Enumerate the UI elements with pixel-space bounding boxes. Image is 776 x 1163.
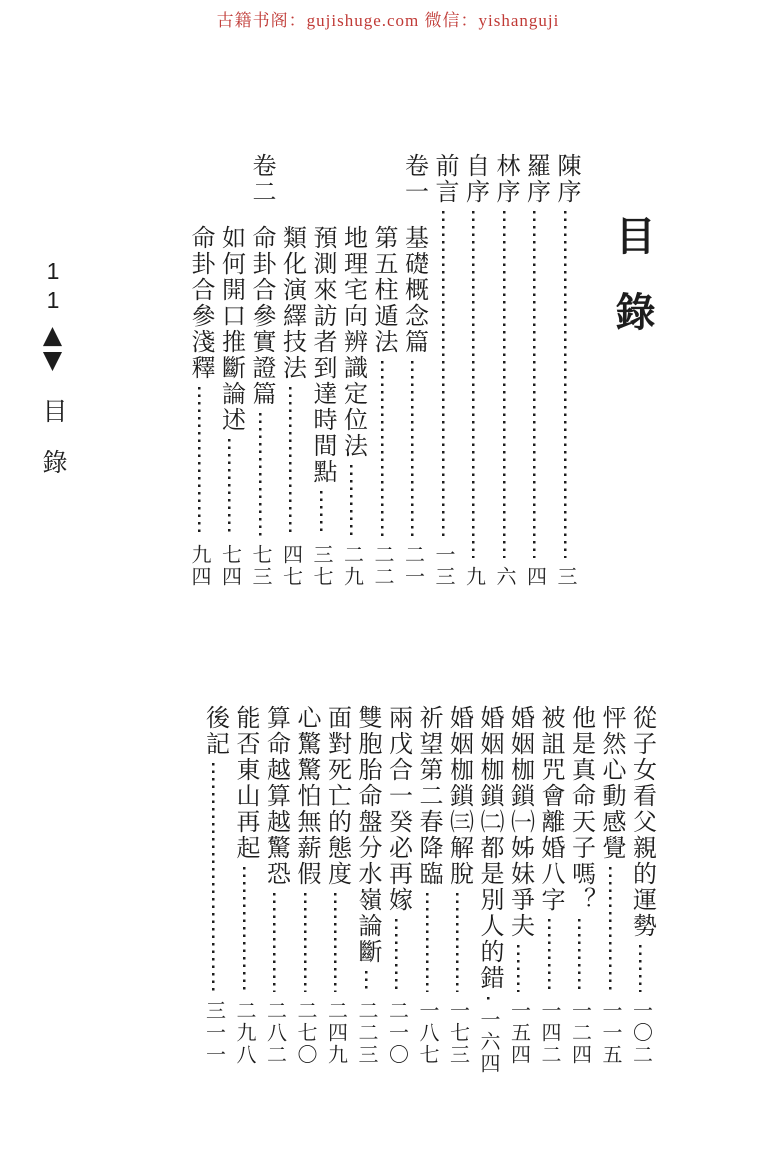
entry-title: 他是真命天子嗎？ xyxy=(567,705,594,913)
entry-title: 前言 xyxy=(431,153,457,205)
toc-entry xyxy=(262,705,288,1066)
toc-entry xyxy=(430,153,456,588)
entry-page-number: 二二三 xyxy=(355,1000,377,1066)
dotted-leader xyxy=(323,893,349,992)
indent-spacer xyxy=(278,153,304,225)
toc-entry xyxy=(414,705,440,1066)
folio-number: 11 xyxy=(40,258,66,316)
toc-entry xyxy=(445,705,471,1066)
entry-title: 地理宅向辨識定位法 xyxy=(339,225,366,459)
indent-spacer xyxy=(369,153,395,225)
entry-title: 陳序 xyxy=(553,153,579,205)
entry-title: 第五柱遁法 xyxy=(370,225,396,355)
page-title: 目錄 xyxy=(610,215,655,367)
toc-entry xyxy=(475,705,502,1075)
entry-title: 雙胞胎命盤分水嶺論斷 xyxy=(354,705,380,965)
entry-title: 祈望第二春降臨 xyxy=(415,705,441,887)
entry-title: 從子女看父親的運勢 xyxy=(628,705,655,939)
toc-entry xyxy=(308,153,334,588)
entry-page-number: 三七 xyxy=(310,544,332,588)
entry-title: 林序 xyxy=(492,153,518,205)
entry-page-number: 三一一 xyxy=(202,1000,225,1066)
entry-title: 能否東山再起 xyxy=(232,705,258,861)
dotted-leader xyxy=(552,211,578,558)
toc-entry xyxy=(292,705,318,1066)
dotted-leader xyxy=(262,893,288,992)
dotted-leader xyxy=(430,211,456,536)
dotted-leader xyxy=(567,919,593,992)
entry-title: 面對死亡的態度 xyxy=(323,705,350,887)
dotted-leader xyxy=(308,491,334,536)
toc-entry xyxy=(186,153,212,588)
dotted-leader xyxy=(369,361,395,536)
dotted-leader xyxy=(506,945,532,992)
entry-page-number: 一五四 xyxy=(507,1000,530,1066)
entry-page-number: 七四 xyxy=(218,544,241,588)
indent-spacer xyxy=(339,153,365,225)
dotted-leader xyxy=(628,945,654,992)
entry-page-number: 九四 xyxy=(188,544,210,588)
toc-entry xyxy=(597,705,623,1066)
entry-page-number: 二四九 xyxy=(324,1000,347,1066)
entry-page-number: 六 xyxy=(493,566,515,588)
entry-title: 婚姻枷鎖㈡都是別人的錯 xyxy=(476,705,502,991)
dotted-leader xyxy=(353,971,379,992)
margin-folio-marker xyxy=(40,258,65,500)
entry-title: 預測來訪者到達時間點 xyxy=(309,225,335,485)
entry-page-number: 二九八 xyxy=(233,1000,255,1066)
dotted-leader xyxy=(186,387,212,536)
toc-entry xyxy=(400,153,426,588)
triangle-up-icon: ▲ xyxy=(38,320,67,345)
entry-page-number: 一六四 xyxy=(477,1009,499,1075)
dotted-leader xyxy=(247,413,273,536)
entry-page-number: 七三 xyxy=(249,544,271,588)
dotted-leader xyxy=(217,439,243,536)
toc-entry xyxy=(278,153,304,588)
dotted-leader xyxy=(339,465,365,536)
entry-page-number: 二一 xyxy=(401,544,424,588)
toc-entry xyxy=(217,153,243,588)
entry-title: 基礎概念篇 xyxy=(400,225,427,355)
entry-page-number: 一一五 xyxy=(599,1000,621,1066)
toc-entry xyxy=(247,153,273,588)
entry-title: 婚姻枷鎖㈢解脫 xyxy=(445,705,472,887)
entry-title: 命卦合參實證篇 xyxy=(248,225,274,407)
entry-title: 命卦合參淺釋 xyxy=(187,225,213,381)
entry-title: 心驚驚怕無薪假 xyxy=(293,705,319,887)
dotted-leader xyxy=(491,211,517,558)
toc-entry xyxy=(231,705,257,1066)
entry-page-number: 一二四 xyxy=(568,1000,591,1066)
toc-entry xyxy=(552,153,578,588)
indent-spacer xyxy=(308,153,334,225)
entry-page-number: 一三 xyxy=(432,544,454,588)
dotted-leader xyxy=(201,763,227,992)
dotted-leader xyxy=(384,919,410,992)
toc-entry xyxy=(369,153,395,588)
watermark-header: 古籍书阁：gujishuge.com 微信：yishanguji xyxy=(216,11,560,30)
toc-bottom-block xyxy=(196,705,658,1075)
toc-entry xyxy=(522,153,548,588)
dotted-leader xyxy=(597,867,623,992)
entry-title: 被詛咒會離婚八字 xyxy=(537,705,563,913)
entry-title: 婚姻枷鎖㈠姊妹爭夫 xyxy=(506,705,533,939)
entry-page-number: 二九 xyxy=(340,544,363,588)
dotted-leader xyxy=(414,893,440,992)
entry-page-number: 二七〇 xyxy=(294,1000,316,1066)
toc-entry xyxy=(323,705,349,1066)
toc-entry xyxy=(384,705,410,1066)
entry-title: 自序 xyxy=(461,153,488,205)
entry-page-number: 一四二 xyxy=(538,1000,560,1066)
dotted-leader xyxy=(400,361,426,536)
toc-entry xyxy=(339,153,365,588)
toc-top-block xyxy=(182,153,653,588)
entry-page-number: 三 xyxy=(554,566,576,588)
indent-spacer xyxy=(217,153,243,225)
entry-page-number: 一七三 xyxy=(446,1000,469,1066)
dotted-leader xyxy=(445,893,471,992)
triangle-down-icon: ▼ xyxy=(38,345,67,370)
entry-page-number: 四 xyxy=(523,566,546,588)
dotted-leader xyxy=(475,997,501,1001)
toc-entry xyxy=(628,705,654,1066)
dotted-leader xyxy=(231,867,257,992)
entry-page-number: 二二 xyxy=(371,544,393,588)
entry-title: 怦然心動感覺 xyxy=(598,705,624,861)
entry-page-number: 二一〇 xyxy=(385,1000,408,1066)
entry-title: 兩戊合一癸必再嫁 xyxy=(384,705,411,913)
toc-entry xyxy=(506,705,532,1066)
entry-page-number: 二八二 xyxy=(263,1000,286,1066)
entry-page-number: 一〇二 xyxy=(629,1000,652,1066)
toc-entry xyxy=(567,705,593,1066)
entry-page-number: 四七 xyxy=(279,544,302,588)
entry-title: 羅序 xyxy=(522,153,549,205)
diamond-ornament-icon xyxy=(40,320,65,370)
entry-page-number: 九 xyxy=(462,566,485,588)
indent-spacer xyxy=(186,153,212,225)
dotted-leader xyxy=(278,387,304,536)
dotted-leader xyxy=(461,211,487,558)
toc-entry xyxy=(536,705,562,1066)
volume-label: 卷二 xyxy=(248,153,274,205)
entry-title: 算命越算越驚恐 xyxy=(262,705,289,887)
entry-title: 類化演繹技法 xyxy=(278,225,305,381)
toc-entry xyxy=(201,705,227,1066)
toc-entry xyxy=(461,153,487,588)
dotted-leader xyxy=(292,893,318,992)
dotted-leader xyxy=(522,211,548,558)
toc-entry xyxy=(491,153,517,588)
entry-title: 如何開口推斷論述 xyxy=(217,225,244,433)
volume-label: 卷一 xyxy=(400,153,427,205)
entry-title: 後記 xyxy=(201,705,228,757)
toc-entry xyxy=(353,705,379,1066)
entry-page-number: 一八七 xyxy=(416,1000,438,1066)
margin-section-label: 目錄 xyxy=(39,398,66,500)
dotted-leader xyxy=(536,919,562,992)
